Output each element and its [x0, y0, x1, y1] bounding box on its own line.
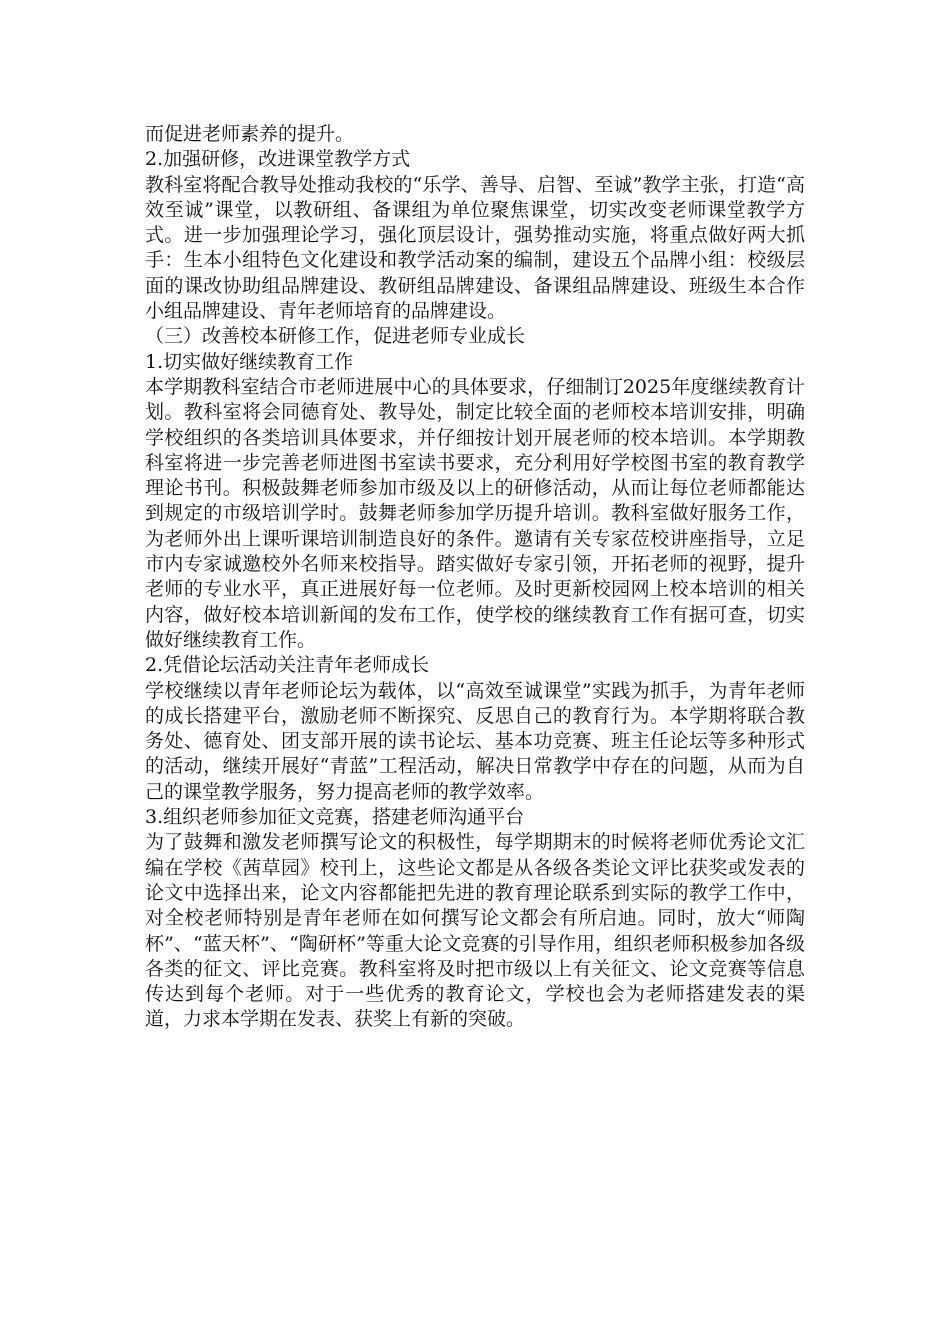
subheading-essay-contest: 3.组织老师参加征文竞赛，搭建老师沟通平台 — [145, 806, 525, 829]
paragraph-continuing-education: 本学期教科室结合市老师进展中心的具体要求，仔细制订2025年度继续教育计划。教科室将会同德育处、教导处，制定比较全面的老师校本培训安排，明确学校组织的各类培训具体要求，并仔细按计划开展老师的校本培训。本学期教科室将进一步完善老师进图书室读书要求，充分利用好学校图书室的教育教学理论书刊。积极鼓舞老师参加市级及以上的研修活动，从而让每位老师都能达到规定的市级培训学时。鼓舞老师参加学历提升培训。教科室做好服务工作，为老师外出上课听课培训制造良好的条件。邀请有关专家莅校讲座指导，立足市内专家诚邀校外名师来校指导。踏实做好专家引领，开拓老师的视野，提升老师的专业水平，真正进展好每一位老师。及时更新校园网上校本培训的相关内容，做好校本培训新闻的发布工作，使学校的继续教育工作有据可查，切实做好继续教育工作。 — [145, 375, 805, 651]
subheading-forum: 2.凭借论坛活动关注青年老师成长 — [145, 654, 430, 677]
paragraph-continuation: 而促进老师素养的提升。 — [145, 123, 355, 145]
section-heading-3: （三）改善校本研修工作，促进老师专业成长 — [145, 325, 526, 348]
paragraph-research: 教科室将配合教导处推动我校的“乐学、善导、启智、至诚”教学主张，打造“高效至诚”课堂，以教研组、备课组为单位聚焦课堂，切实改变老师课堂教学方式。进一步加强理论学习，强化顶层设计，强势推动实施，将重点做好两大抓手：生本小组特色文化建设和教学活动案的编制，建设五个品牌小组：校级层面的课改协助组品牌建设、教研组品牌建设、备课组品牌建设、班级生本合作小组品牌建设、青年老师培育的品牌建设。 — [145, 173, 805, 323]
document-body — [145, 122, 805, 1033]
paragraph-forum: 学校继续以青年老师论坛为载体，以“高效至诚课堂”实践为抓手，为青年老师的成长搭建平台，激励老师不断探究、反思自己的教育行为。本学期将联合教务处、德育处、团支部开展的读书论坛、基本功竞赛、班主任论坛等多种形式的活动，继续开展好“青蓝”工程活动，解决日常教学中存在的问题，从而为自己的课堂教学服务，努力提高老师的教学效率。 — [145, 679, 805, 803]
paragraph-essay-contest: 为了鼓舞和激发老师撰写论文的积极性，每学期期末的时候将老师优秀论文汇编在学校《茜草园》校刊上，这些论文都是从各级各类论文评比获奖或发表的论文中选择出来，论文内容都能把先进的教育理论联系到实际的教学工作中，对全校老师特别是青年老师在如何撰写论文都会有所启迪。同时，放大“师陶杯”、“蓝天杯”、“陶研杯”等重大论文竞赛的引导作用，组织老师积极参加各级各类的征文、评比竞赛。教科室将及时把市级以上有关征文、论文竞赛等信息传达到每个老师。对于一些优秀的教育论文，学校也会为老师搭建发表的渠道，力求本学期在发表、获奖上有新的突破。 — [145, 831, 805, 1031]
subheading-research: 2.加强研修，改进课堂教学方式 — [145, 148, 411, 171]
subheading-continuing-education: 1.切实做好继续教育工作 — [145, 350, 354, 373]
